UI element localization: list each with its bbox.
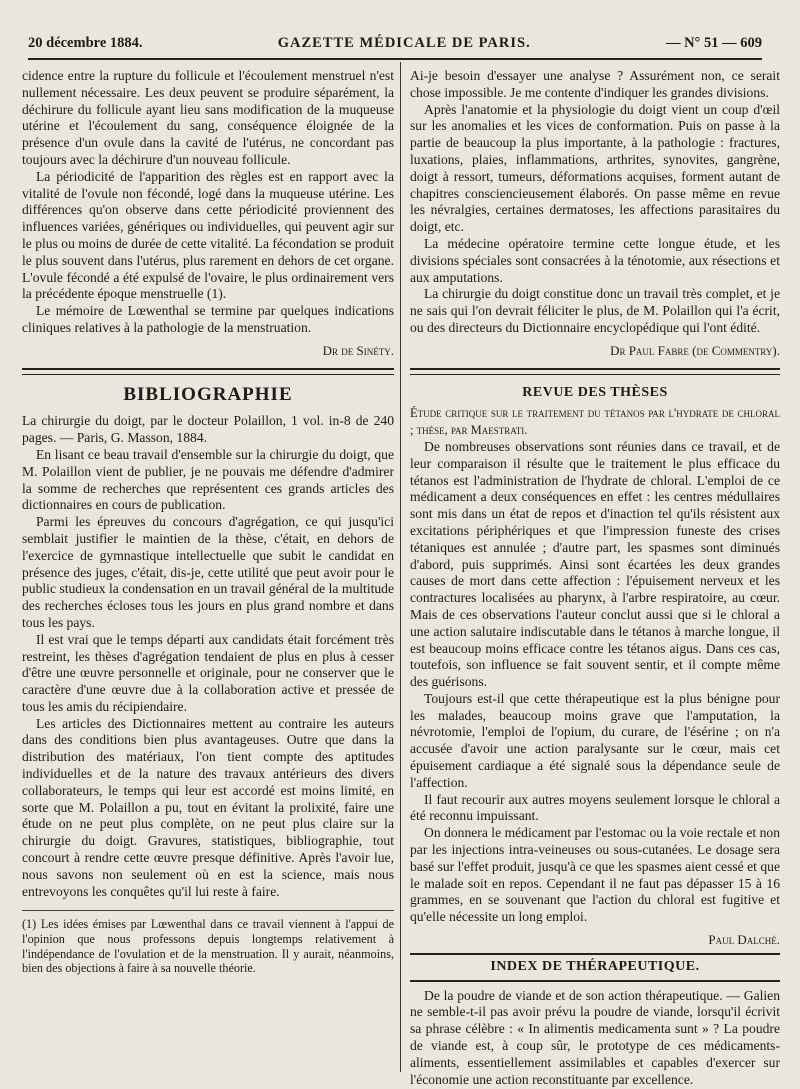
paragraph: Parmi les épreuves du concours d'agrégation, ce qui jusqu'ici semblait justifier le maintien de la thèse, c'était, en dehors de l'exercice de gymnastique intellectuelle que subit le candidat en présence des juges, c'était, dis-je, cette utilité que peut avoir pour le public studieux la condensation en un travail général de la multitude des recherches écloses tous les jours en plus grand nombre et dans tous les pays. bbox=[22, 514, 394, 630]
header-issue: — N° 51 — 609 bbox=[665, 34, 762, 51]
paragraph: Ai-je besoin d'essayer une analyse ? Assurément non, ce serait chose impossible. Je me contente d'indiquer les grandes divisions. bbox=[410, 68, 780, 100]
paragraph: Le mémoire de Lœwenthal se termine par quelques indications cliniques relatives à la pathologie de la menstruation. bbox=[22, 303, 394, 335]
paragraph: Toujours est-il que cette thérapeutique est la plus bénigne pour les malades, beaucoup moins grave que l'amputation, la névrotomie, l'emploi de l'opium, du curare, de l'ésérine ; on n'a accusée d'avoir une action paralysante sur le cœur, mais cet épuisement cardiaque a été signalé sous la dépendance seule de l'affection. bbox=[410, 690, 780, 790]
paragraph: La chirurgie du doigt constitue donc un travail très complet, et je ne sais qui l'on devrait féliciter le plus, de M. Polaillon qui l'a écrit, ou des directeurs du Dictionnaire encyclopédique qui l'ont édité. bbox=[410, 286, 780, 335]
paragraph: On donnera le médicament par l'estomac ou la voie rectale et non par les injections intra-veineuses ou sous-cutanées. Le dosage sera basé sur l'effet produit, jusqu'à ce que les spasmes aient cessé et que le malade soit en repos. Cependant il ne faut pas dépasser 15 à 16 grammes, en se souvenant que l'action du chloral est fugitive et qu'elle nécessite un long emploi. bbox=[410, 825, 780, 925]
paragraph: La périodicité de l'apparition des règles est en rapport avec la vitalité de l'ovule non fécondé, logé dans la muqueuse utérine. Les différences qu'on observe dans cette périodicité proviennent des influences variées, génériques ou individuelles, qui peuvent agir sur le plus ou moins de durée de cette vitalité. La fécondation se produit le plus souvent dans l'utérus, plus rarement en dehors de cet organe. L'ovule fécondé a été expulsé de l'ovaire, le plus ordinairement vers la précédente époque menstruelle (1). bbox=[22, 168, 394, 302]
signature: Dr de Sinéty. bbox=[322, 342, 394, 358]
column-divider bbox=[400, 62, 401, 1072]
section-rule bbox=[410, 368, 780, 375]
page-header bbox=[28, 30, 762, 60]
paragraph: La médecine opératoire termine cette longue étude, et les divisions spéciales sont consacrées à la ténotomie, aux résections et aux amputations. bbox=[410, 235, 780, 285]
right-column bbox=[410, 68, 780, 1088]
section-title-revue-des-theses: REVUE DES THÈSES bbox=[522, 384, 668, 400]
paragraph: En lisant ce beau travail d'ensemble sur la chirurgie du doigt, que M. Polaillon vient de publier, je ne pouvais me défendre d'admirer la somme de recherches que représentent ces grands articles des dictionnaires en cours de publication. bbox=[22, 446, 394, 513]
paragraph: cidence entre la rupture du follicule et l'écoulement menstruel n'est nullement nécessaire. Les deux peuvent se produire séparément, la déchirure du follicule ayant lieu sans modification de la muqueuse utérine et l'écoulement du sang, conséquence éloignée de la présence d'un ovule dans la cavité de l'utérus, ne concordant pas toujours avec la déchirure d'un nouveau follicule. bbox=[22, 68, 394, 167]
section-title-index: INDEX DE THÉRAPEUTIQUE. bbox=[490, 958, 700, 974]
index-section bbox=[410, 953, 780, 982]
paragraph: Il faut recourir aux autres moyens seulement lorsque le chloral a été reconnu impuissant. bbox=[410, 791, 780, 824]
paragraph: De nombreuses observations sont réunies dans ce travail, et de leur comparaison il résulte que le traitement le plus efficace du tétanos est l'administration de l'hydrate de chloral. L'emploi de ce médicament a deux conséquences en effet : les centres médullaires sont mis dans un état de repos et d'inaction tel qu'ils résistent aux excitations périphériques et que l'impression funeste des crises tétaniques est annulée ; d'autre part, les spasmes sont diminués d'abord, puis supprimés. Ainsi sont écartées les deux grandes causes de mort dans cette affection : l'épuisement nerveux et les contractures localisées au pharynx, à l'arbre respiratoire, au cœur. Mais de ces observations l'auteur conclut aussi que si le chloral a une action salutaire indiscutable dans le tétanos à marche longue, il est beaucoup moins efficace contre les tétanos aigus. Dans ces cas, toutefois, son influence se fait souvent sentir, et il compte même des guérisons. bbox=[410, 438, 780, 690]
section-rule bbox=[22, 368, 394, 375]
signature: Paul Dalché. bbox=[708, 932, 780, 948]
section-title-bibliographie: BIBLIOGRAPHIE bbox=[123, 383, 293, 405]
paragraph: De la poudre de viande et de son action thérapeutique. — Galien ne semble-t-il pas avoir prévu la poudre de viande, lorsqu'il écrivit sa phrase célèbre : « In alimentis medicamenta sunt » ? La poudre de viande est, à coup sûr, le prototype de ces médicaments-aliments, essentiellement assimilables et capables d'exercer sur l'économie une action reconstituante par excellence. bbox=[410, 987, 780, 1087]
header-title: GAZETTE MÉDICALE DE PARIS. bbox=[277, 34, 531, 51]
paragraph: Les articles des Dictionnaires mettent au contraire les auteurs dans des conditions bien plus avantageuses. Outre que dans la distribution des matériaux, l'on tient compte des aptitudes individuelles et de la nature des travaux antérieurs des divers collaborateurs, le temps qui leur est accordé est moins limité, en sorte que M. Polaillon a pu, tout en évitant la prolixité, faire une étude on ne peut plus complète, on ne peut plus claire sur la chirurgie du doigt. Gravures, statistiques, bibliographie, tout concourt à rendre cette œuvre presque définitive. Après l'avoir lue, nous savons non seulement où en est la science, mais nous entrevoyons les conquêtes qu'il lui reste à faire. bbox=[22, 715, 394, 899]
left-column bbox=[22, 68, 394, 976]
book-reference: La chirurgie du doigt, par le docteur Polaillon, 1 vol. in-8 de 240 pages. — Paris, G. Masson, 1884. bbox=[22, 413, 394, 446]
thesis-subheading: Étude critique sur le traitement du tétanos par l'hydrate de chloral ; thèse, par Maestrati. bbox=[410, 406, 780, 438]
header-date: 20 décembre 1884. bbox=[28, 34, 143, 51]
signature: Dr Paul Fabre (de Commentry). bbox=[610, 342, 780, 358]
paragraph: Il est vrai que le temps départi aux candidats était forcément très restreint, les thèses d'agrégation tendaient de plus en plus à cesser d'être une œuvre personnelle et originale, pour ne conserver que le caractère d'une œuvre due à la collaboration active et pressée de tous les amis du récipiendaire. bbox=[22, 631, 394, 714]
paragraph: Après l'anatomie et la physiologie du doigt vient un coup d'œil sur les anomalies et les vices de conformation. Puis on passe à la partie de beaucoup la plus importante, à la pathologie : fractures, luxations, plaies, inflammations, arthrites, synovites, gangrène, doigt à ressort, tumeurs, déformations acquises, forment autant de chapitres consciencieusement élaborés. On passe même en revue les névralgies, certaines dermatoses, les affections parasitaires du doigt, etc. bbox=[410, 101, 780, 235]
footnote: (1) Les idées émises par Lœwenthal dans ce travail viennent à l'appui de l'opinion que nous professons depuis longtemps relativement à l'indépendance de l'ovulation et de la menstruation. Il y aurait, néanmoins, bien des objections à faire à sa nouvelle théorie. bbox=[22, 910, 394, 975]
